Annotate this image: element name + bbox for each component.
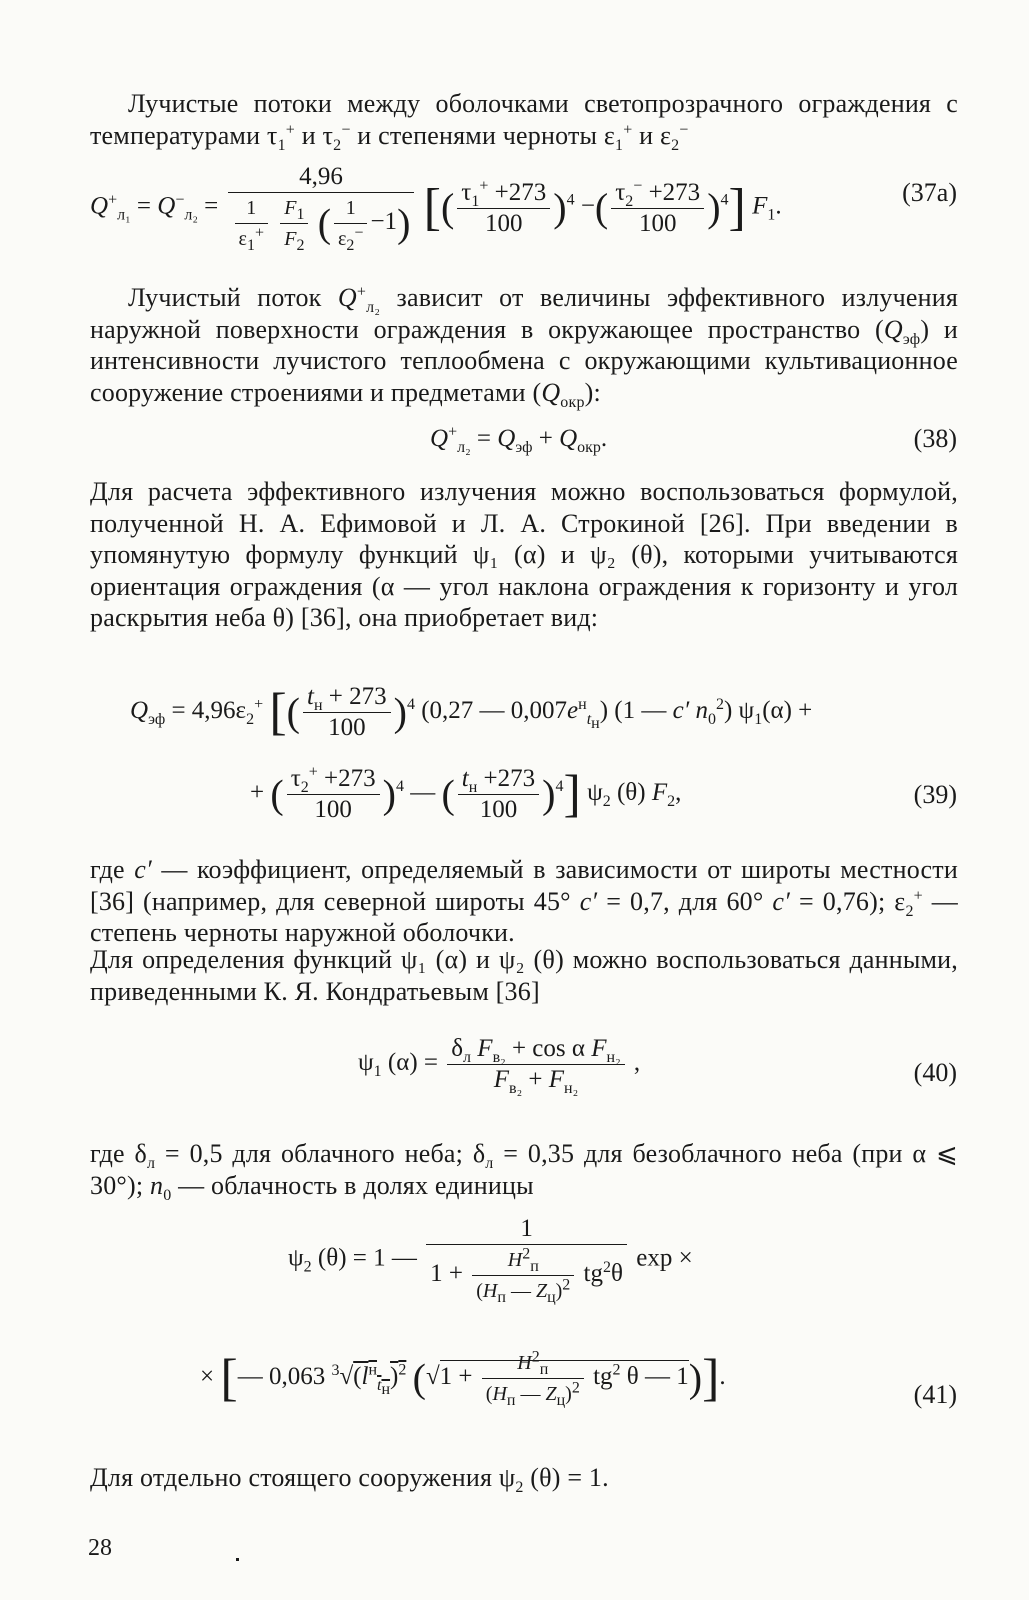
equation-label-39: (39) bbox=[913, 780, 957, 809]
print-speck bbox=[236, 1558, 239, 1561]
equation-40: $\psi_1$ (α) = $\frac{\delta_л F_{в_2} + \cos \alpha F_{н_2}}{F_{в_2} + F_{н_2}}$ , bbox=[358, 1035, 641, 1097]
paragraph-functions: Для определения функций ψ₁ (α) и ψ₂ (θ) можно воспользоваться данными, приведенными К. Я. Кондратьевым [36] bbox=[90, 945, 958, 1006]
paragraph-delta: где $\delta_л = 0,5$ для облачного неба; $\delta_л = 0,35$ для безоблачного неба (при α ⩽ 30°); $n_0$ — облачность в долях единицы bbox=[90, 1139, 959, 1204]
equation-39-line1: $Q_{эф} = 4,96\varepsilon_2^+$ [( $\frac{t_н + 273}{100}$ )$^4$ (0,27 — $0,007e^н_{t_н}$) (1 — c′ $n_0^2$) $\psi_1(\alpha)$ + bbox=[130, 683, 813, 741]
paragraph-coefficient-c: где c′ — коэффициент, определяемый в зависимости от широты местности [36] (например, для северной широты 45° c′ = 0,7, для 60° c′ = 0,76); $\varepsilon_2^+$ — степень черноты наружной оболочки. bbox=[90, 855, 959, 947]
paragraph-radiant-flow-q: Лучистый поток $Q^+_{л_2}$ зависит от величины эффективного излучения наружной поверхности ограждения в окружающее пространство $(Q_{эф})$ и интенсивности лучистого теплообмена с окружающими культивационное сооружение строениями и предметами $(Q_{окр})$: bbox=[90, 283, 958, 411]
page-number: 28 bbox=[88, 1535, 112, 1561]
equation-37a: $Q^+_{л_1} = Q^-_{л_2}$ = 4,96 $\frac{1}{\varepsilon_1^+}$ $\frac{F_1}{F_2}$ ( $\frac{1}{\varepsilon_2^-}$ −1) [( $\frac{\tau_1^+ +273}{100}$ )$^4$ −( $\frac{\tau_2^- +273}{100}$ )$^4$] $F_1$. bbox=[90, 163, 782, 254]
equation-41-line1: $\psi_2$ (θ) = 1 — 1 1 + $\frac{H^2_п}{(H_п — Z_ц)^2}$ $tg^2\theta$ exp × bbox=[288, 1215, 693, 1306]
equation-label-37a: (37а) bbox=[902, 178, 957, 207]
paragraph-standalone: Для отдельно стоящего сооружения $\psi_2$ (θ) = 1. bbox=[90, 1463, 609, 1497]
paragraph-effective-radiation: Для расчета эффективного излучения можно воспользоваться формулой, полученной Н. А. Ефимовой и Л. А. Строкиной [26]. При введении в упомянутую формулу функций ψ₁ (α) и ψ₂ (θ), которыми учитываются ориентация ограждения (α — угол наклона ограждения к горизонту и угол раскрытия неба θ) [36], она приобретает вид: bbox=[90, 477, 958, 632]
equation-38: $Q^+_{л_2} = Q_{эф} + Q_{окр}$. bbox=[430, 423, 608, 456]
equation-label-41: (41) bbox=[913, 1380, 957, 1409]
paragraph-radiant-flows: Лучистые потоки между оболочками светопрозрачного ограждения с температурами $\tau_1^+$ и $\tau_2^-$ и степенями черноты $\varepsilon_1^+$ и $\varepsilon_2^-$ bbox=[90, 89, 958, 154]
equation-label-40: (40) bbox=[913, 1058, 957, 1087]
equation-39-line2: + ( $\frac{\tau_2^+ +273}{100}$ )$^4$ — ( $\frac{t_н +273}{100}$ )$^4$] $\psi_2$ (θ) $F_2$, bbox=[250, 763, 682, 823]
equation-label-38: (38) bbox=[913, 424, 957, 453]
equation-41-line2: × [— 0,063 $^3√(l^н_{t_н})^2$ (√1 + $\frac{H^2_п}{(H_п — Z_ц)^2}$ $tg^2$ θ — 1)]. bbox=[200, 1348, 726, 1409]
